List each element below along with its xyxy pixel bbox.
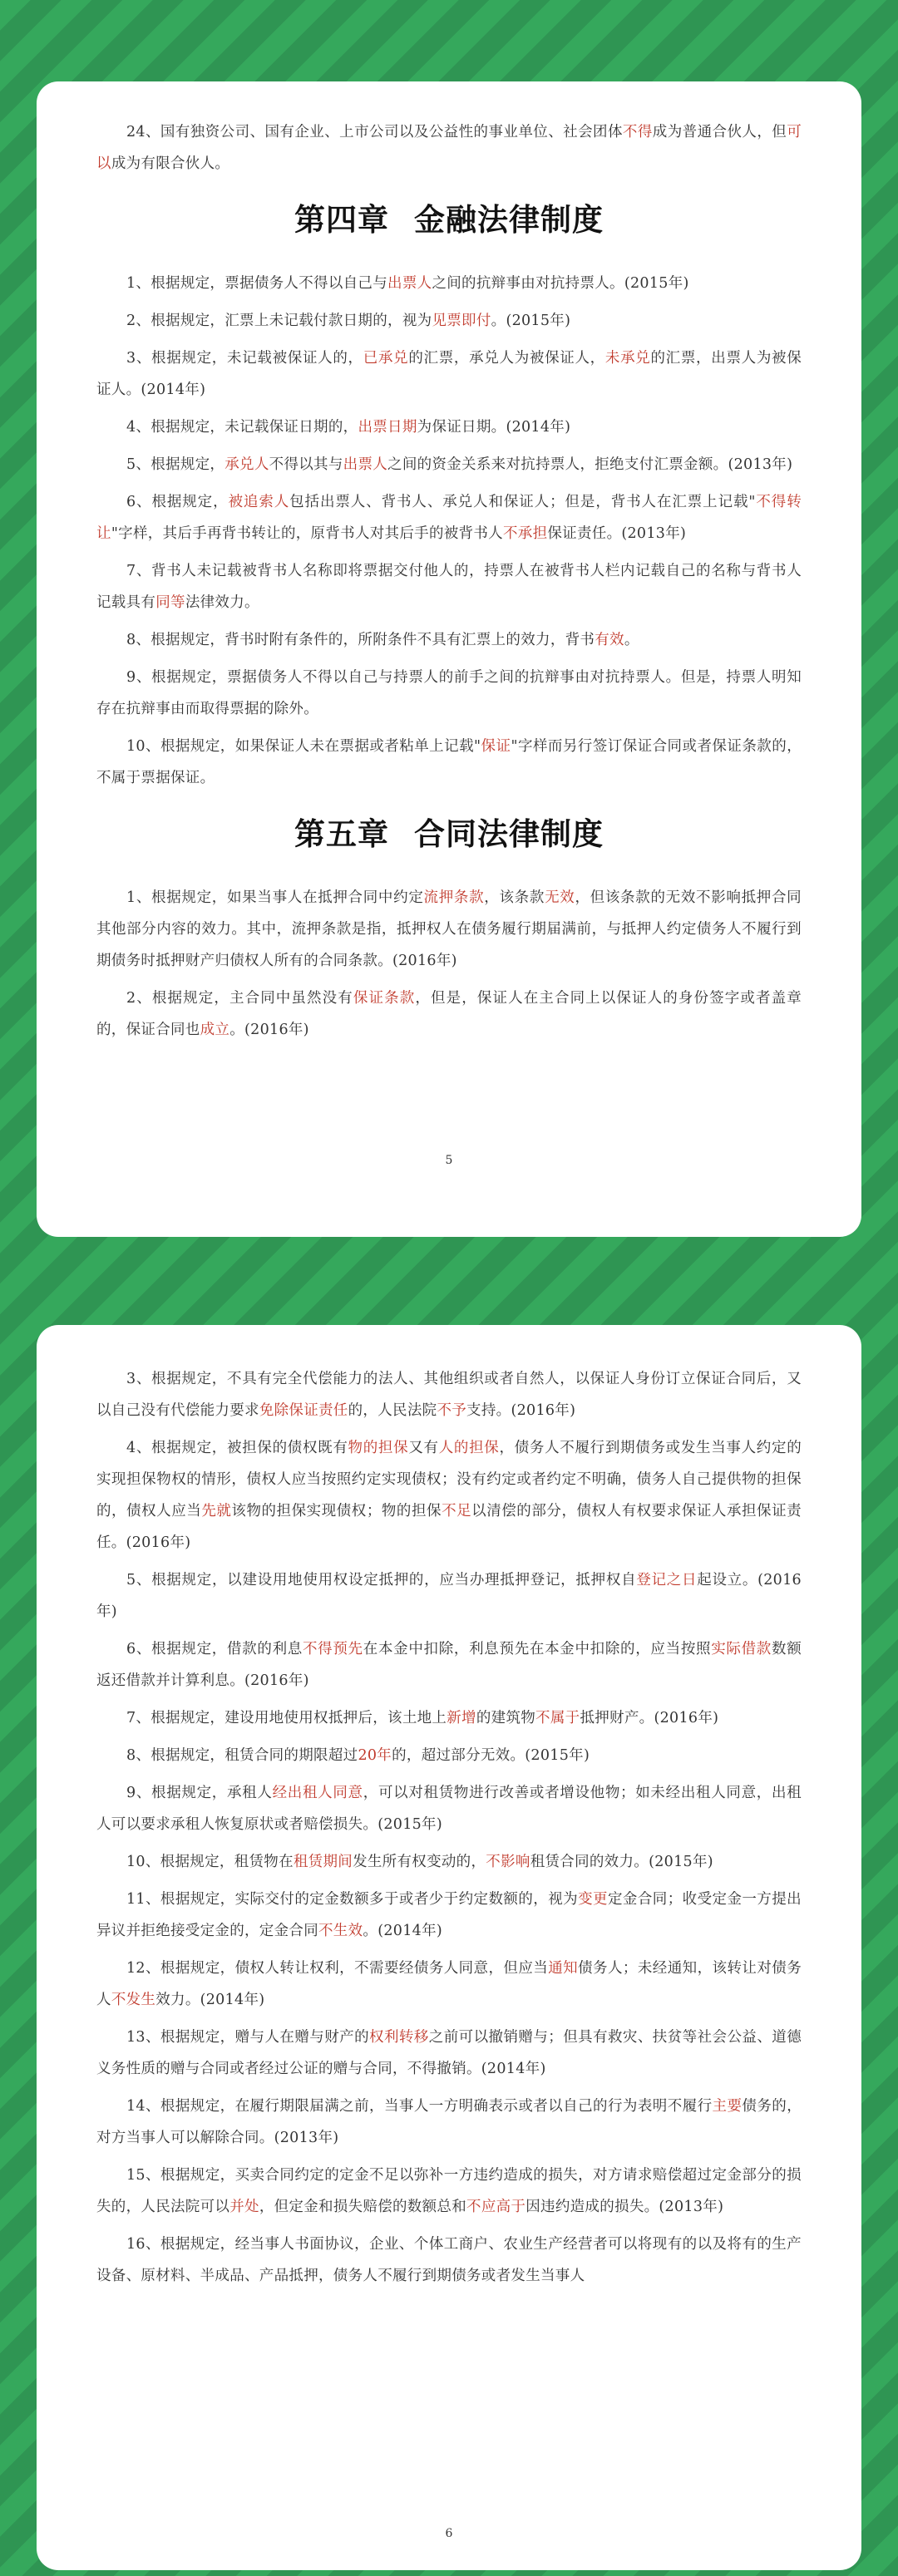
highlighted-term: 可以 <box>96 124 802 172</box>
text-segment: 3、根据规定，不具有完全代偿能力的法人、其他组织或者自然人，以保证人身份订立保证合同后，又以自己没有代偿能力要求 <box>96 1371 802 1419</box>
text-segment: 保证责任。(2013年) <box>547 525 687 542</box>
rule-item <box>96 882 802 977</box>
highlighted-term: 物的担保 <box>348 1440 409 1456</box>
text-segment: 的建筑物 <box>476 1710 536 1726</box>
rule-item <box>96 411 802 443</box>
text-segment: 该物的担保实现债权；物的担保 <box>231 1503 442 1519</box>
text-segment: 24、国有独资公司、国有企业、上市公司以及公益性的事业单位、社会团体 <box>126 124 623 140</box>
rule-item <box>96 624 802 656</box>
highlighted-term: 流押条款 <box>423 889 485 906</box>
text-segment: 。 <box>624 632 639 648</box>
rule-item <box>96 731 802 794</box>
rule-item <box>96 983 802 1046</box>
text-segment: 债务人；未经通知，该转让对债务人 <box>96 1960 802 2008</box>
highlighted-term: 不得预先 <box>302 1641 363 1657</box>
highlighted-term: 20年 <box>358 1747 392 1764</box>
rule-item <box>96 2229 802 2292</box>
rule-item <box>96 1953 802 2016</box>
highlighted-term: 保证 <box>481 738 511 755</box>
rule-item <box>96 1884 802 1947</box>
rule-item <box>96 662 802 725</box>
text-segment: 数额返还借款并计算利息。(2016年) <box>96 1641 802 1689</box>
highlighted-term: 权利转移 <box>369 2029 429 2046</box>
text-segment: 的，人民法院 <box>348 1402 437 1419</box>
page-number: 5 <box>445 1154 453 1167</box>
rule-item <box>96 342 802 406</box>
text-segment: 6、根据规定，借款的利息 <box>126 1641 303 1657</box>
highlighted-term: 不发生 <box>111 1992 156 2008</box>
text-segment: 发生所有权变动的， <box>353 1854 486 1870</box>
text-segment: 抵押财产。(2016年) <box>580 1710 719 1726</box>
rule-item <box>96 1740 802 1771</box>
highlighted-term: 不属于 <box>535 1710 580 1726</box>
highlighted-term: 不应高于 <box>466 2199 526 2215</box>
text-segment: ，但是，保证人在主合同上以保证人的身份签字或者盖章的，保证合同也 <box>96 990 802 1038</box>
rule-item <box>96 555 802 618</box>
text-segment: ，可以对租赁物进行改善或者增设他物；如未经出租人同意，出租人可以要求承租人恢复原状或者赔偿损失。(2015年) <box>96 1785 802 1833</box>
text-segment: 12、根据规定，债权人转让权利，不需要经债务人同意，但应当 <box>126 1960 549 1977</box>
highlighted-term: 租赁期间 <box>293 1854 353 1870</box>
text-segment: 16、根据规定，经当事人书面协议，企业、个体工商户、农业生产经营者可以将现有的以及将有的生产设备、原材料、半成品、产品抵押，债务人不履行到期债务或者发生当事人 <box>96 2236 802 2284</box>
rule-item <box>96 449 802 480</box>
highlighted-term: 登记之日 <box>636 1572 698 1588</box>
highlighted-term: 并处 <box>229 2199 259 2215</box>
text-segment: 为保证日期。(2014年) <box>417 419 571 436</box>
text-segment: 之间的抗辩事由对抗持票人。(2015年) <box>432 275 689 292</box>
highlighted-term: 不得 <box>622 124 653 140</box>
text-segment: 。(2016年) <box>229 1022 309 1038</box>
text-segment: 8、根据规定，租赁合同的期限超过 <box>126 1747 358 1764</box>
highlighted-term: 同等 <box>155 594 185 611</box>
text-segment: 因违约造成的损失。(2013年) <box>525 2199 724 2215</box>
highlighted-term: 承兑人 <box>224 456 269 473</box>
text-segment: 14、根据规定，在履行期限届满之前，当事人一方明确表示或者以自己的行为表明不履行 <box>126 2098 713 2115</box>
rule-item <box>96 2022 802 2085</box>
text-segment: "字样而另行签订保证合同或者保证条款的，不属于票据保证。 <box>96 738 802 786</box>
highlighted-term: 不生效 <box>318 1923 363 1939</box>
chapter-5-number: 第五章 <box>294 816 389 852</box>
text-segment: 的，超过部分无效。(2015年) <box>392 1747 590 1764</box>
chapter-4-title <box>96 195 802 239</box>
text-segment: 又有 <box>408 1440 439 1456</box>
highlighted-term: 免除保证责任 <box>259 1402 348 1419</box>
text-segment: 的汇票，出票人为被保证人。(2014年) <box>96 350 802 398</box>
text-segment: 10、根据规定，租赁物在 <box>126 1854 294 1870</box>
text-segment: 支持。(2016年) <box>466 1402 576 1419</box>
text-segment: 2、根据规定，主合同中虽然没有 <box>126 990 353 1007</box>
highlighted-term: 不得转让 <box>96 494 802 542</box>
highlighted-term: 不足 <box>442 1503 472 1519</box>
highlighted-term: 不予 <box>437 1402 467 1419</box>
highlighted-term: 保证条款 <box>353 990 416 1007</box>
text-segment: 债务的，对方当事人可以解除合同。(2013年) <box>96 2098 802 2146</box>
rule-item <box>96 268 802 299</box>
highlighted-term: 主要 <box>712 2098 743 2115</box>
highlighted-term: 不承担 <box>502 525 548 542</box>
text-segment: 4、根据规定，未记载保证日期的， <box>126 419 358 436</box>
text-segment: 效力。(2014年) <box>155 1992 265 2008</box>
text-segment: 以清偿的部分，债权人有权要求保证人承担保证责任。(2016年) <box>96 1503 802 1551</box>
rule-item <box>96 2091 802 2154</box>
text-segment: ，但定金和损失赔偿的数额总和 <box>259 2199 467 2215</box>
highlighted-term: 通知 <box>548 1960 579 1977</box>
rule-item <box>96 486 802 549</box>
document-page-5 <box>37 81 861 1237</box>
highlighted-term: 经出租人同意 <box>272 1785 363 1801</box>
text-segment: 7、背书人未记载被背书人名称即将票据交付他人的，持票人在被背书人栏内记载自己的名称与背书人记载具有 <box>96 563 802 611</box>
text-segment: 13、根据规定，赠与人在赠与财产的 <box>126 2029 370 2046</box>
text-segment: 起设立。(2016年) <box>96 1572 802 1620</box>
text-segment: "字样，其后手再背书转让的，原背书人对其后手的被背书人 <box>111 525 503 542</box>
text-segment: 5、根据规定， <box>126 456 225 473</box>
highlighted-term: 见票即付 <box>432 313 491 329</box>
text-segment: 的汇票，承兑人为被保证人， <box>408 350 605 367</box>
text-segment: 之前可以撤销赠与；但具有救灾、扶贫等社会公益、道德义务性质的赠与合同或者经过公证的赠与合同，不得撤销。(2014年) <box>96 2029 802 2077</box>
rule-item <box>96 1564 802 1628</box>
text-segment: 9、根据规定，票据债务人不得以自己与持票人的前手之间的抗辩事由对抗持票人。但是，持票人明知存在抗辩事由而取得票据的除外。 <box>96 669 802 717</box>
text-segment: 租赁合同的效力。(2015年) <box>530 1854 713 1870</box>
text-segment: 法律效力。 <box>185 594 259 611</box>
text-segment: 。(2015年) <box>491 313 571 329</box>
rule-item <box>96 1633 802 1697</box>
chapter-5-list <box>96 882 802 1046</box>
text-segment: 在本金中扣除，利息预先在本金中扣除的，应当按照 <box>363 1641 712 1657</box>
text-segment: 8、根据规定，背书时附有条件的，所附条件不具有汇票上的效力，背书 <box>126 632 595 648</box>
rule-item <box>96 1363 802 1426</box>
rule-item <box>96 1432 802 1559</box>
text-segment: 7、根据规定，建设用地使用权抵押后，该土地上 <box>126 1710 447 1726</box>
text-segment: 成为普通合伙人，但 <box>652 124 787 140</box>
highlighted-term: 无效 <box>545 889 575 906</box>
intro-paragraph <box>96 116 802 180</box>
highlighted-term: 已承兑 <box>363 350 409 367</box>
highlighted-term: 变更 <box>578 1891 608 1908</box>
page-number: 6 <box>445 2527 453 2540</box>
text-segment: 成为有限合伙人。 <box>111 155 230 172</box>
text-segment: 1、根据规定，如果当事人在抵押合同中约定 <box>126 889 424 906</box>
chapter-4-name: 金融法律制度 <box>414 202 604 238</box>
highlighted-term: 出票日期 <box>358 419 417 436</box>
highlighted-term: 不影响 <box>486 1854 530 1870</box>
rule-item <box>96 2160 802 2223</box>
text-segment: 1、根据规定，票据债务人不得以自己与 <box>126 275 388 292</box>
text-segment: 10、根据规定，如果保证人未在票据或者粘单上记载" <box>126 738 481 755</box>
chapter-5-name: 合同法律制度 <box>414 816 604 852</box>
highlighted-term: 出票人 <box>343 456 388 473</box>
text-segment: 3、根据规定，未记载被保证人的， <box>126 350 363 367</box>
highlighted-term: 成立 <box>200 1022 230 1038</box>
rule-item <box>96 1846 802 1878</box>
text-segment: 之间的资金关系来对抗持票人，拒绝支付汇票金额。(2013年) <box>387 456 793 473</box>
text-segment: ，该条款 <box>484 889 545 906</box>
rule-item <box>96 1702 802 1734</box>
rule-item <box>96 1777 802 1840</box>
text-segment: 不得以其与 <box>269 456 343 473</box>
text-segment: 4、根据规定，被担保的债权既有 <box>126 1440 348 1456</box>
chapter-5-title <box>96 809 802 854</box>
highlighted-term: 新增 <box>447 1710 476 1726</box>
highlighted-term: 出票人 <box>387 275 432 292</box>
text-segment: 6、根据规定， <box>126 494 229 510</box>
text-segment: 11、根据规定，实际交付的定金数额多于或者少于约定数额的，视为 <box>126 1891 579 1908</box>
highlighted-term: 实际借款 <box>711 1641 772 1657</box>
highlighted-term: 有效 <box>595 632 624 648</box>
highlighted-term: 先就 <box>201 1503 232 1519</box>
chapter-5-list-continued <box>96 1363 802 2292</box>
document-page-6 <box>37 1325 861 2570</box>
text-segment: 15、根据规定，买卖合同约定的定金不足以弥补一方违约造成的损失，对方请求赔偿超过定金部分的损失的，人民法院可以 <box>96 2167 802 2215</box>
highlighted-term: 被追索人 <box>228 494 290 510</box>
chapter-4-list <box>96 268 802 794</box>
text-segment: 定金合同；收受定金一方提出异议并拒绝接受定金的，定金合同 <box>96 1891 802 1939</box>
text-segment: ，债务人不履行到期债务或发生当事人约定的实现担保物权的情形，债权人应当按照约定实现债权；没有约定或者约定不明确，债务人自己提供物的担保的，债权人应当 <box>96 1440 802 1519</box>
text-segment: 2、根据规定，汇票上未记载付款日期的，视为 <box>126 313 432 329</box>
rule-item <box>96 305 802 337</box>
text-segment: 9、根据规定，承租人 <box>126 1785 273 1801</box>
highlighted-term: 未承兑 <box>604 350 651 367</box>
text-segment: 5、根据规定，以建设用地使用权设定抵押的，应当办理抵押登记，抵押权自 <box>126 1572 637 1588</box>
chapter-4-number: 第四章 <box>294 202 389 238</box>
text-segment: 包括出票人、背书人、承兑人和保证人；但是，背书人在汇票上记载" <box>289 494 756 510</box>
text-segment: ，但该条款的无效不影响抵押合同其他部分内容的效力。其中，流押条款是指，抵押权人在债务履行期届满前，与抵押人约定债务人不履行到期债务时抵押财产归债权人所有的合同条款。(2016年) <box>96 889 802 969</box>
text-segment: 。(2014年) <box>363 1923 442 1939</box>
highlighted-term: 人的担保 <box>438 1440 500 1456</box>
